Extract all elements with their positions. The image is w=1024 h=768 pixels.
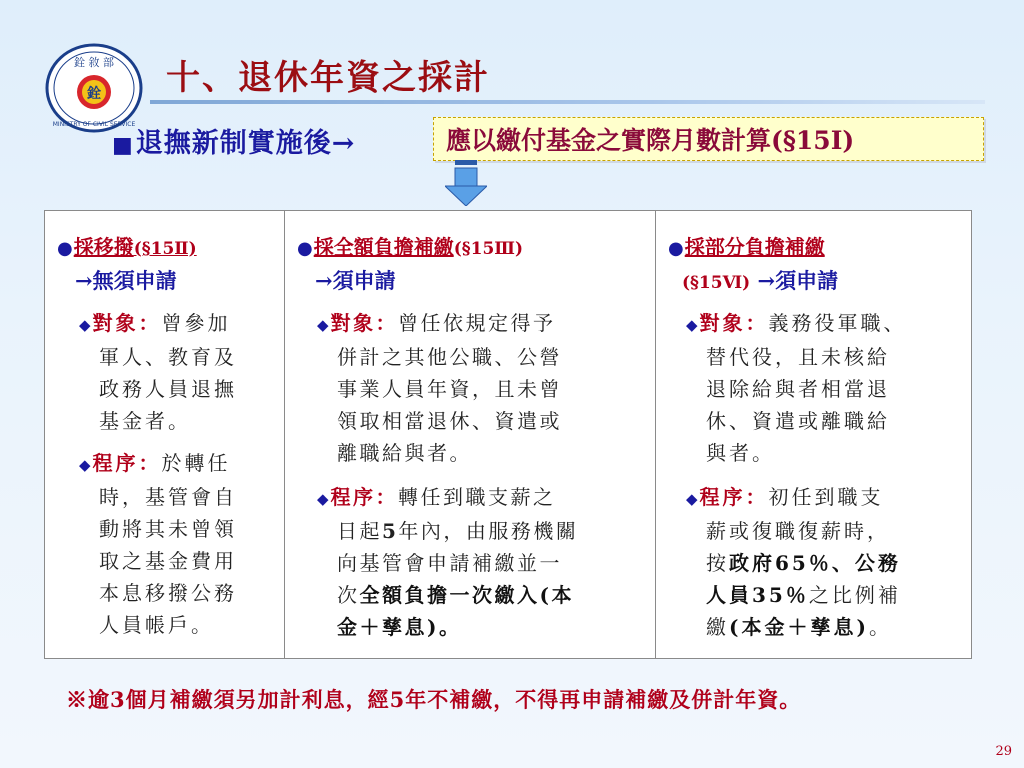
column-header: ●採移撥(§15Ⅱ) [57, 235, 197, 259]
target-section: ◆ 對象：曾參加 軍人、教育及 政務人員退撫 基金者。 [79, 311, 237, 433]
column-header-sub: (§15Ⅵ) →須申請 [682, 268, 839, 293]
page-number: 29 [995, 744, 1012, 759]
column-partial-payment [656, 211, 973, 658]
dot-bullet-icon: ● [668, 238, 684, 259]
column-transfer [45, 211, 285, 658]
subtitle-text: 退撫新制實施後→ [135, 128, 356, 159]
procedure-section: ◆ 程序：轉任到職支薪之 日起5年內，由服務機關 向基管會申請補繳並一 次全額負擔一次繳入(本 金＋孳息)。 [317, 485, 579, 639]
callout-box [433, 117, 984, 161]
diamond-bullet-icon: ◆ [79, 316, 91, 334]
page-title: 十、退休年資之採計 [166, 58, 490, 98]
column-header: ●採全額負擔補繳(§15Ⅲ) [297, 235, 524, 259]
column-header-sub: →無須申請 [75, 268, 177, 293]
dot-bullet-icon: ● [57, 238, 73, 259]
diamond-bullet-icon: ◆ [686, 316, 698, 334]
diamond-bullet-icon: ◆ [317, 316, 329, 334]
procedure-section: ◆ 程序：初任到職支 薪或復職復薪時， 按政府65％、公務 人員35％之比例補 繳(本金＋孳息)。 [686, 485, 901, 639]
square-bullet-icon: ■ [112, 132, 134, 158]
column-header: ●採部分負擔補繳 [668, 235, 825, 259]
column-full-payment [285, 211, 656, 658]
column-header-sub: →須申請 [315, 268, 396, 293]
diamond-bullet-icon: ◆ [79, 456, 91, 474]
diamond-bullet-icon: ◆ [317, 490, 329, 508]
diamond-bullet-icon: ◆ [686, 490, 698, 508]
procedure-section: ◆ 程序：於轉任 時，基管會自 動將其未曾領 取之基金費用 本息移撥公務 人員帳戶。 [79, 451, 237, 637]
logo-org-text: 銓 敘 部 [74, 56, 114, 69]
target-section: ◆ 對象：義務役軍職、 替代役，且未核給 退除給與者相當退 休、資遣或離職給 與者。 [686, 311, 907, 465]
dot-bullet-icon: ● [297, 238, 313, 259]
comparison-table [44, 210, 972, 659]
target-section: ◆ 對象：曾任依規定得予 併計之其他公職、公營 事業人員年資，且未曾 領取相當退休、資遣或 離職給與者。 [317, 311, 562, 465]
title-divider [150, 100, 985, 104]
footnote: ※逾3個月補繳須另加計利息，經5年不補繳，不得再申請補繳及併計年資。 [66, 687, 802, 712]
logo-center-char: 銓 [87, 86, 101, 102]
logo-ring-text: MINISTRY OF CIVIL SERVICE [52, 121, 136, 128]
subtitle [112, 121, 355, 160]
callout-text: 應以繳付基金之實際月數計算(§15Ⅰ) [446, 126, 855, 155]
down-arrow-icon [445, 160, 487, 206]
